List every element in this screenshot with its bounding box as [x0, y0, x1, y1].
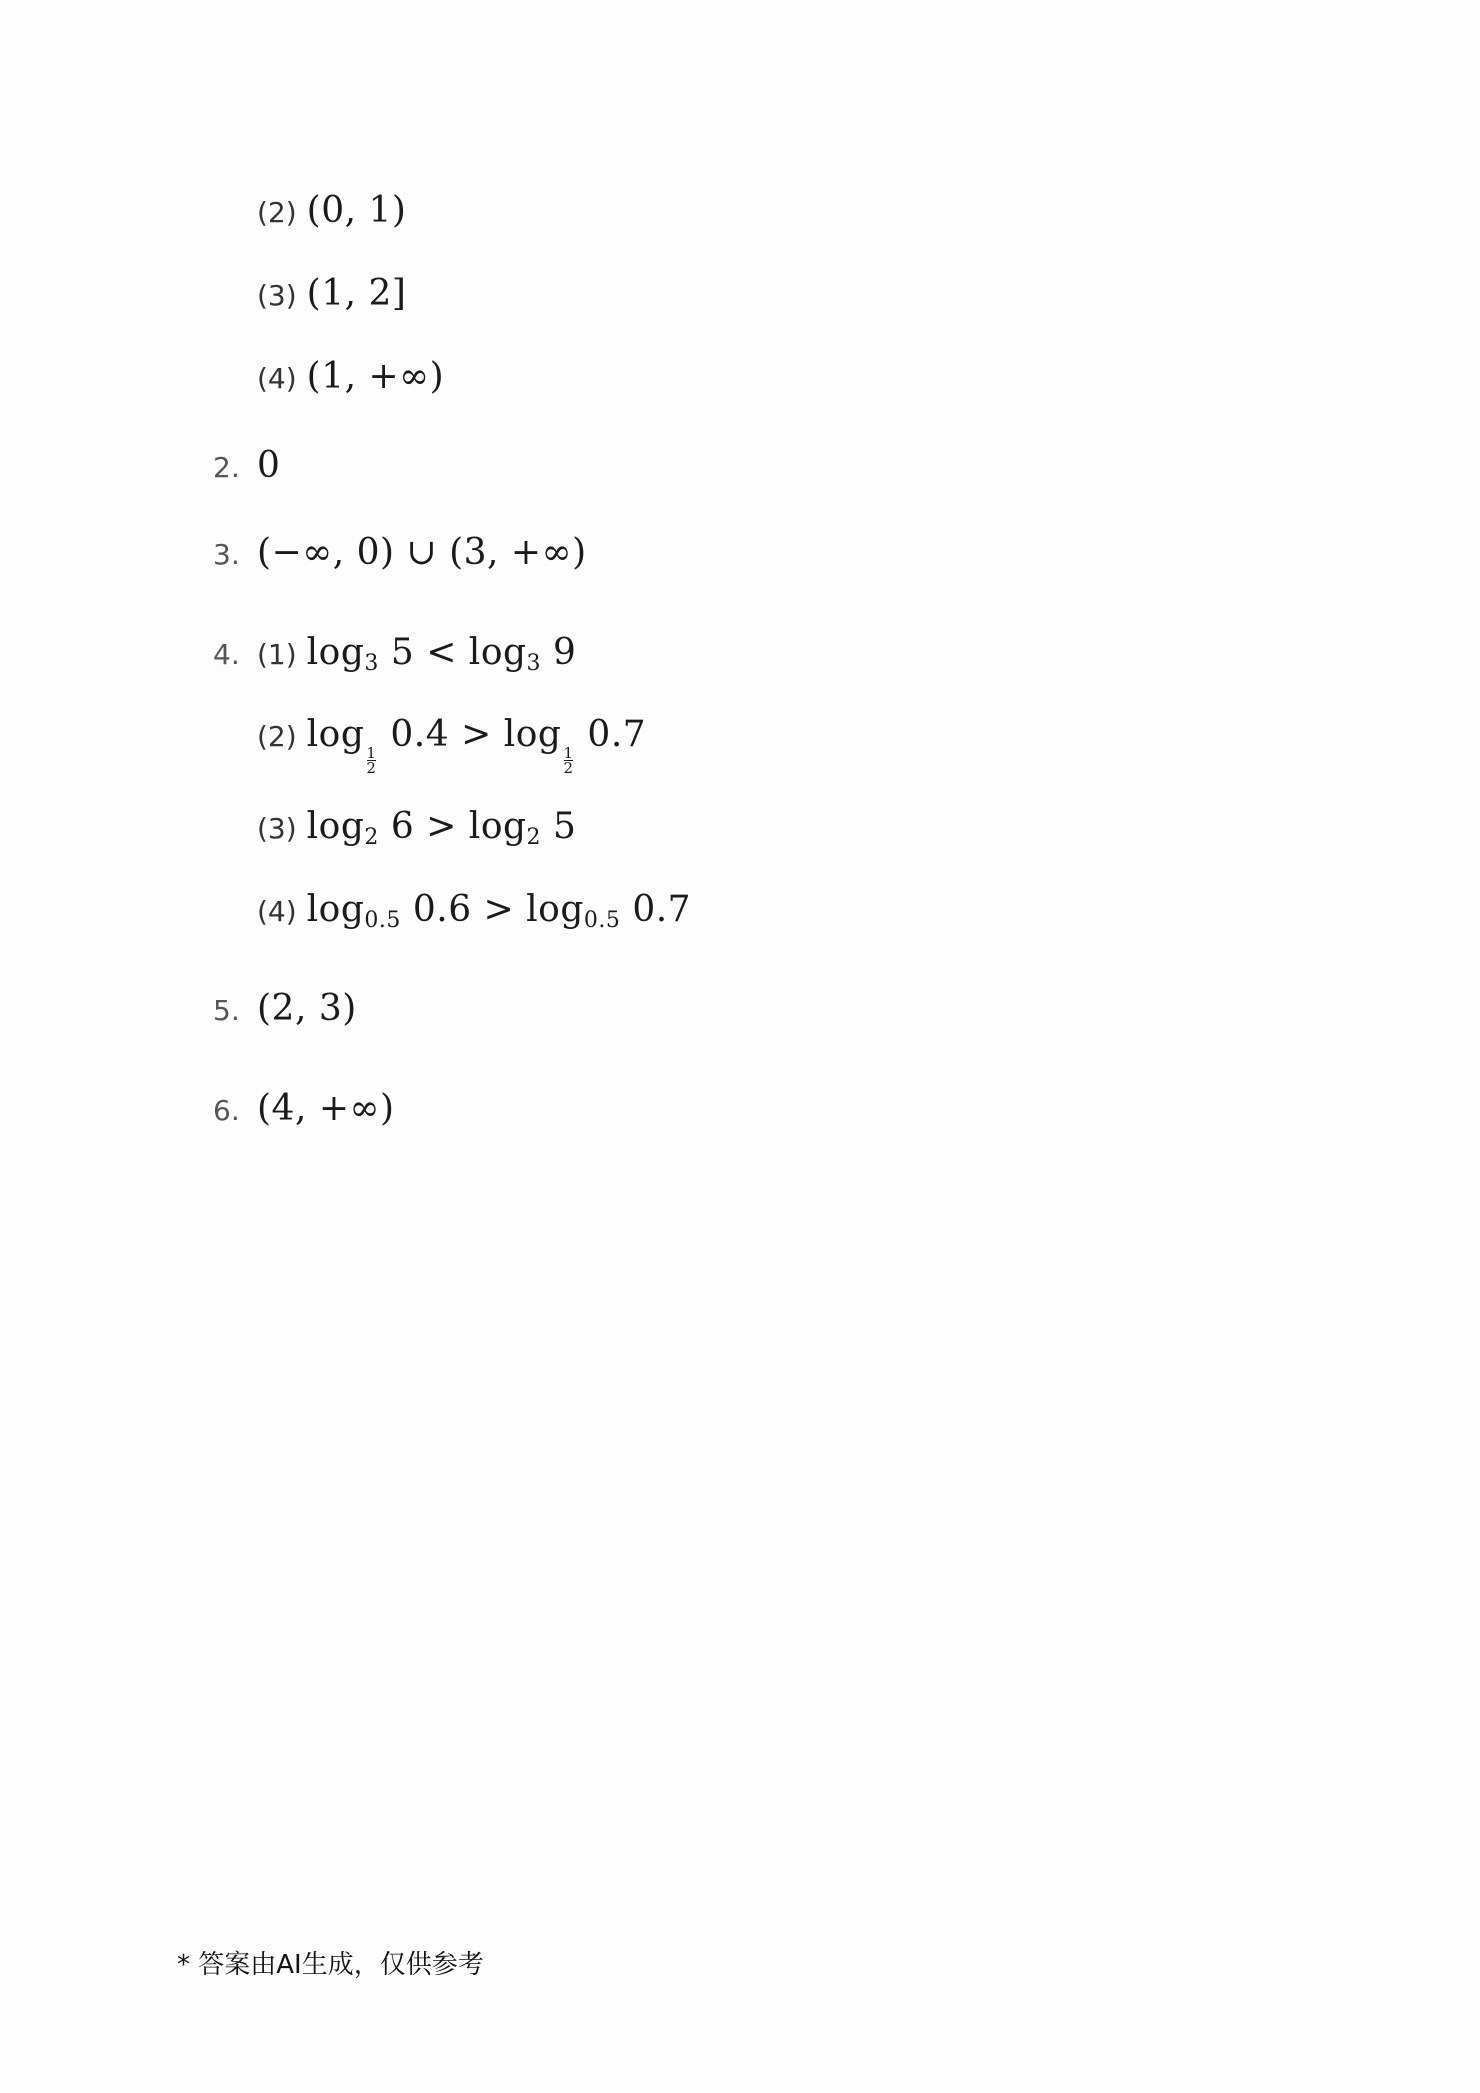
sub-number: (2): [257, 196, 297, 229]
item-number: 2.: [213, 451, 240, 484]
item-number: 4.: [213, 638, 240, 671]
math-answer: $\log_{0.5} 0.6 > \log_{0.5} 0.7$: [306, 889, 692, 933]
list-item: [213, 988, 357, 1029]
math-answer: log $\frac{1}{2}$ 0.4 > log $\frac{1}{2}$ 0.7: [306, 714, 647, 777]
math-answer: (2, 3): [257, 988, 357, 1029]
sub-number: (4): [257, 895, 297, 928]
list-item: [257, 714, 646, 775]
list-item: [213, 632, 576, 676]
math-answer: (1, 2]: [306, 273, 407, 314]
list-item: [213, 445, 280, 486]
list-item: [213, 1088, 395, 1129]
item-number: 6.: [213, 1094, 240, 1127]
math-answer: (−∞, 0) ∪ (3, +∞): [257, 532, 587, 573]
list-item: [257, 273, 406, 314]
item-number: 5.: [213, 994, 240, 1027]
sub-number: (4): [257, 362, 297, 395]
list-item: [257, 806, 576, 850]
math-answer: (1, +∞): [306, 356, 445, 397]
list-item: [257, 356, 444, 397]
list-item: [257, 190, 406, 231]
math-answer: (4, +∞): [257, 1088, 395, 1129]
list-item: [257, 889, 691, 933]
math-answer: $\log_3 5 < \log_3 9$: [306, 632, 577, 676]
ai-disclaimer: * 答案由AI生成，仅供参考: [177, 1950, 484, 1980]
math-answer: (0, 1): [306, 190, 407, 231]
list-item: [213, 532, 587, 573]
item-number: 3.: [213, 538, 240, 571]
fraction: $\frac{1}{2}$: [366, 744, 377, 777]
math-answer: 0: [257, 445, 281, 486]
sub-number: (2): [257, 720, 297, 753]
fraction: $\frac{1}{2}$: [563, 744, 574, 777]
sub-number: (3): [257, 812, 297, 845]
math-answer: $\log_2 6 > \log_2 5$: [306, 806, 577, 850]
sub-number: (1): [257, 638, 297, 671]
sub-number: (3): [257, 279, 297, 312]
